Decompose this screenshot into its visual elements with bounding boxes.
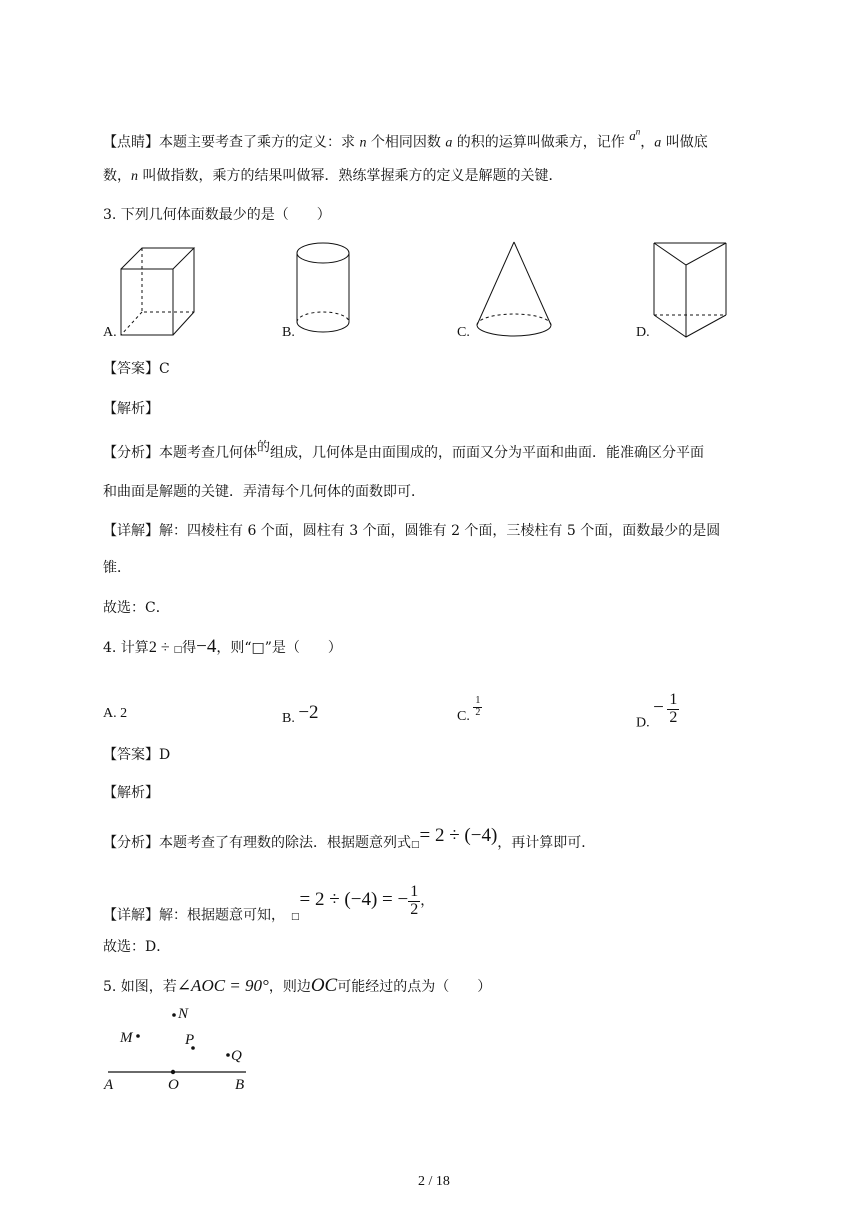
cone-base-front [477, 325, 551, 336]
label-p: P [185, 1032, 195, 1048]
option-label: C. [457, 709, 474, 725]
denominator: 2 [475, 706, 481, 718]
point-q [226, 1053, 230, 1057]
text: 【分析】本题考查了有理数的除法．根据题意列式 [103, 835, 411, 851]
cone-side [477, 242, 514, 325]
answer-4: 【答案】D [103, 747, 171, 763]
cuboid-hidden-edge [121, 312, 142, 335]
text: ，则“□”是（ ） [216, 640, 342, 656]
numerator: 1 [410, 883, 419, 900]
triangular-prism-figure [652, 241, 732, 341]
fraction [473, 696, 482, 718]
text: ，再计算即可． [497, 835, 596, 851]
fraction [408, 884, 420, 919]
label-o: O [168, 1077, 179, 1093]
cuboid-hidden-edges [142, 248, 194, 312]
math-expr: = 2 ÷ (−4) = − [299, 889, 409, 911]
denominator: 2 [410, 900, 419, 918]
cone-side [514, 242, 551, 325]
text: 可能经过的点为（ ） [337, 979, 492, 995]
numerator: 1 [669, 691, 678, 708]
cuboid-top [121, 248, 194, 269]
math-expr: = 2 ÷ (−4) [419, 825, 498, 846]
label-a: A [104, 1077, 114, 1093]
blank-box: □ [291, 912, 300, 923]
option-label: D. [636, 715, 654, 731]
power-base: a [629, 128, 636, 144]
math-oc: OC [310, 975, 338, 996]
math-expr: 2 ÷ [148, 639, 174, 656]
fenxi-3-line-2: 和曲面是解题的关键．弄清每个几何体的面数即可． [103, 484, 425, 500]
point-n [172, 1013, 176, 1017]
text: ， [420, 893, 435, 910]
power-notation [629, 128, 640, 143]
var-a: a [445, 135, 453, 151]
prism-top [654, 243, 726, 265]
page-number: 2 / 18 [418, 1174, 450, 1189]
text: 4. 计算 [103, 640, 149, 656]
text: 本题主要考查了乘方的定义：求 [159, 134, 360, 151]
option-3b: B. [282, 325, 295, 340]
cone-figure [474, 240, 554, 340]
point-o [171, 1070, 175, 1074]
text: 叫做底 [661, 134, 708, 151]
option-label: B. [282, 711, 299, 726]
question-5 [103, 976, 491, 997]
question-4 [103, 637, 342, 660]
minus-sign: − [653, 696, 664, 718]
math-value: −4 [196, 636, 217, 657]
blank-box: □ [173, 645, 183, 655]
text: 个相同因数 [366, 134, 446, 151]
math-angle: ∠AOC = 90° [176, 976, 269, 995]
prism-bottom [654, 315, 726, 337]
text: 的 [257, 440, 271, 455]
option-4a [103, 706, 127, 722]
cylinder-bottom-front [297, 322, 349, 332]
cuboid-right [173, 248, 194, 335]
text: ，则边 [268, 979, 311, 995]
option-3a: A. [103, 325, 117, 340]
fraction [667, 692, 679, 727]
text: 得 [182, 640, 197, 656]
label-q: Q [231, 1048, 242, 1064]
fenxi-3-line-1 [103, 440, 705, 464]
option-3c: C. [457, 325, 470, 340]
var-n: n [131, 169, 138, 184]
blank-box: □ [411, 840, 420, 850]
text: 【分析】本题考查几何体 [103, 445, 257, 461]
text: ， [640, 134, 655, 151]
text: 【详解】解：根据题意可知， [103, 907, 285, 924]
cylinder-figure [296, 240, 356, 340]
question-3: 3. 下列几何体面数最少的是（ ） [103, 207, 331, 223]
option-value: 2 [120, 706, 128, 721]
text: 组成，几何体是由面围成的，而面又分为平面和曲面．能准确区分平面 [270, 445, 705, 461]
cuboid-front [121, 269, 173, 335]
denominator: 2 [669, 708, 678, 726]
jiexi-3: 【解析】 [103, 401, 159, 417]
angle-figure [100, 1000, 260, 1095]
fenxi-4 [103, 825, 596, 855]
dianjing-line-2 [103, 166, 562, 187]
point-m [136, 1034, 140, 1038]
option-4b [282, 702, 319, 728]
text: 数， [103, 168, 131, 184]
option-label: A. [103, 706, 121, 721]
jiexi-4: 【解析】 [103, 785, 159, 801]
option-3d: D. [636, 325, 650, 340]
cylinder-bottom-back [297, 312, 349, 322]
xiangjie-3-line-1: 【详解】解：四棱柱有 6 个面，圆柱有 3 个面，圆锥有 2 个面，三棱柱有 5 个面，面数最少的是圆 [103, 523, 721, 539]
guxuan-3: 故选：C． [103, 600, 170, 616]
cone-base-back [477, 314, 551, 325]
text: 5. 如图，若 [103, 979, 177, 995]
option-value: −2 [298, 702, 319, 723]
xiangjie-3-line-2: 锥． [103, 560, 131, 576]
var-n: n [359, 135, 367, 151]
numerator: 1 [475, 695, 481, 706]
label-b: B [235, 1077, 245, 1093]
answer-3: 【答案】C [103, 361, 170, 377]
dianjing-line-1 [103, 128, 708, 153]
label-n: N [178, 1006, 189, 1022]
text: 的积的运算叫做乘方，记作 [452, 134, 630, 151]
label-m: M [120, 1030, 133, 1046]
guxuan-4: 故选：D． [103, 939, 171, 955]
option-4d [636, 691, 679, 741]
option-4c [457, 695, 482, 728]
power-exponent: n [635, 127, 641, 137]
cuboid-figure [118, 245, 198, 337]
cylinder-top [297, 243, 349, 263]
xiangjie-4 [103, 883, 435, 933]
text: 叫做指数，乘方的结果叫做幂．熟练掌握乘方的定义是解题的关键． [138, 168, 563, 184]
var-a: a [654, 135, 662, 151]
dianjing-tag: 【点睛】 [103, 134, 159, 151]
